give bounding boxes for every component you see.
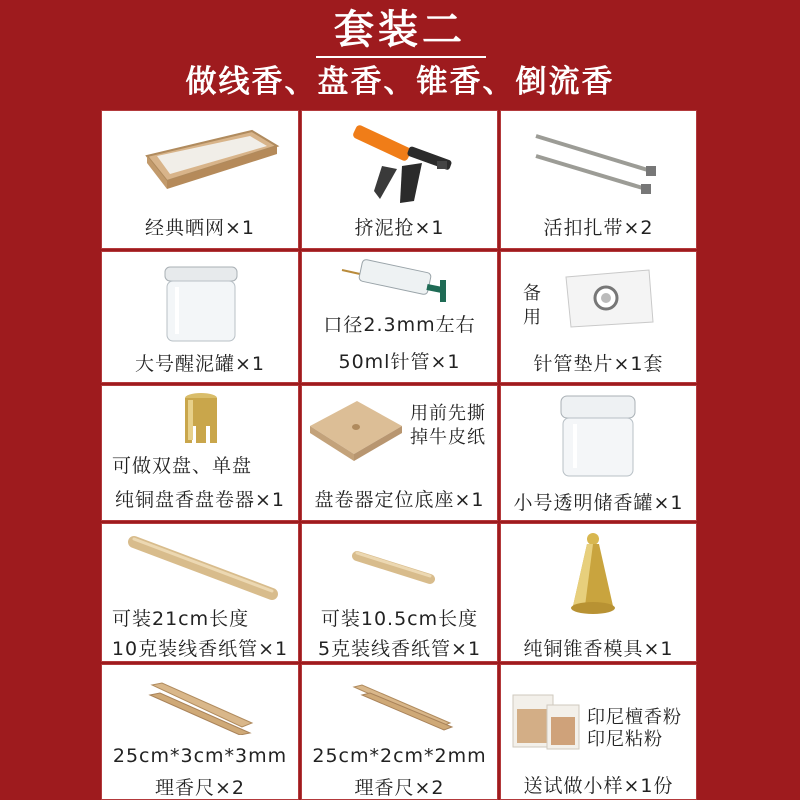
item-cone-mold — [500, 523, 697, 662]
item-cable-ties — [500, 110, 697, 249]
caption-line-2: 5克装线香纸管×1 — [317, 638, 482, 660]
wood-ruler-pair-icon — [302, 665, 498, 735]
caption-line-1: 挤泥抢×1 — [354, 217, 445, 239]
header-banner — [0, 0, 800, 107]
brass-cone-mold-icon — [501, 524, 697, 624]
item-large-jar — [101, 251, 299, 383]
caption-line-1: 可装10.5cm长度 — [320, 608, 479, 630]
drying-screen-icon — [102, 111, 299, 211]
paper-tube-long-icon — [102, 524, 299, 604]
caption-line-2: 纯铜盘香盘卷器×1 — [114, 489, 285, 511]
title-underline — [316, 56, 486, 58]
spare-note: 备 用 — [523, 283, 542, 328]
caption-line-1: 针管垫片×1套 — [533, 353, 664, 375]
caption-line-2: 10克装线香纸管×1 — [111, 638, 289, 660]
item-gasket — [500, 251, 697, 383]
item-brass-coiler — [101, 385, 299, 521]
peel-note: 用前先撕 掉牛皮纸 — [410, 403, 486, 448]
item-tube-10cm — [301, 523, 498, 662]
caption-line-1: 25cm*3cm*3mm — [112, 745, 288, 767]
wood-ruler-pair-icon — [102, 665, 299, 735]
caption-line-1: 纯铜锥香模具×1 — [523, 638, 674, 660]
brass-coiler-icon — [102, 386, 299, 456]
caption-line-2: 50ml针管×1 — [338, 351, 461, 373]
item-small-jar — [500, 385, 697, 521]
item-ruler-3cm — [101, 664, 299, 800]
large-clear-jar-icon — [102, 252, 299, 347]
gasket-bag-icon — [501, 252, 697, 347]
item-tube-21cm — [101, 523, 299, 662]
caption-line-1: 送试做小样×1份 — [523, 775, 674, 797]
product-grid — [0, 107, 800, 800]
item-caulking-gun — [301, 110, 498, 249]
caption-line-1: 口径2.3mm左右 — [323, 314, 476, 336]
caption-line-1: 大号醒泥罐×1 — [134, 353, 265, 375]
paper-tube-short-icon — [302, 524, 498, 604]
caption-line-1: 活扣扎带×2 — [543, 217, 654, 239]
small-clear-jar-icon — [501, 386, 697, 486]
caption-line-1: 小号透明储香罐×1 — [513, 492, 684, 514]
page-title: 套装二 — [334, 7, 466, 53]
caption-line-1: 可做双盘、单盘 — [112, 455, 253, 477]
item-ruler-2cm — [301, 664, 498, 800]
item-syringe — [301, 251, 498, 383]
caption-line-1: 盘卷器定位底座×1 — [314, 489, 485, 511]
item-sample-powder — [500, 664, 697, 800]
caption-line-1: 25cm*2cm*2mm — [312, 745, 487, 767]
caulking-gun-icon — [302, 111, 498, 211]
caption-line-2: 理香尺×2 — [354, 777, 445, 799]
powder-note: 印尼檀香粉 印尼粘粉 — [587, 707, 682, 750]
caption-line-1: 经典晒网×1 — [144, 217, 255, 239]
page-subtitle: 做线香、盘香、锥香、倒流香 — [185, 64, 615, 100]
caption-line-1: 可装21cm长度 — [112, 608, 250, 630]
caption-line-2: 理香尺×2 — [154, 777, 245, 799]
item-drying-screen — [101, 110, 299, 249]
cable-ties-icon — [501, 111, 697, 211]
item-wood-base — [301, 385, 498, 521]
